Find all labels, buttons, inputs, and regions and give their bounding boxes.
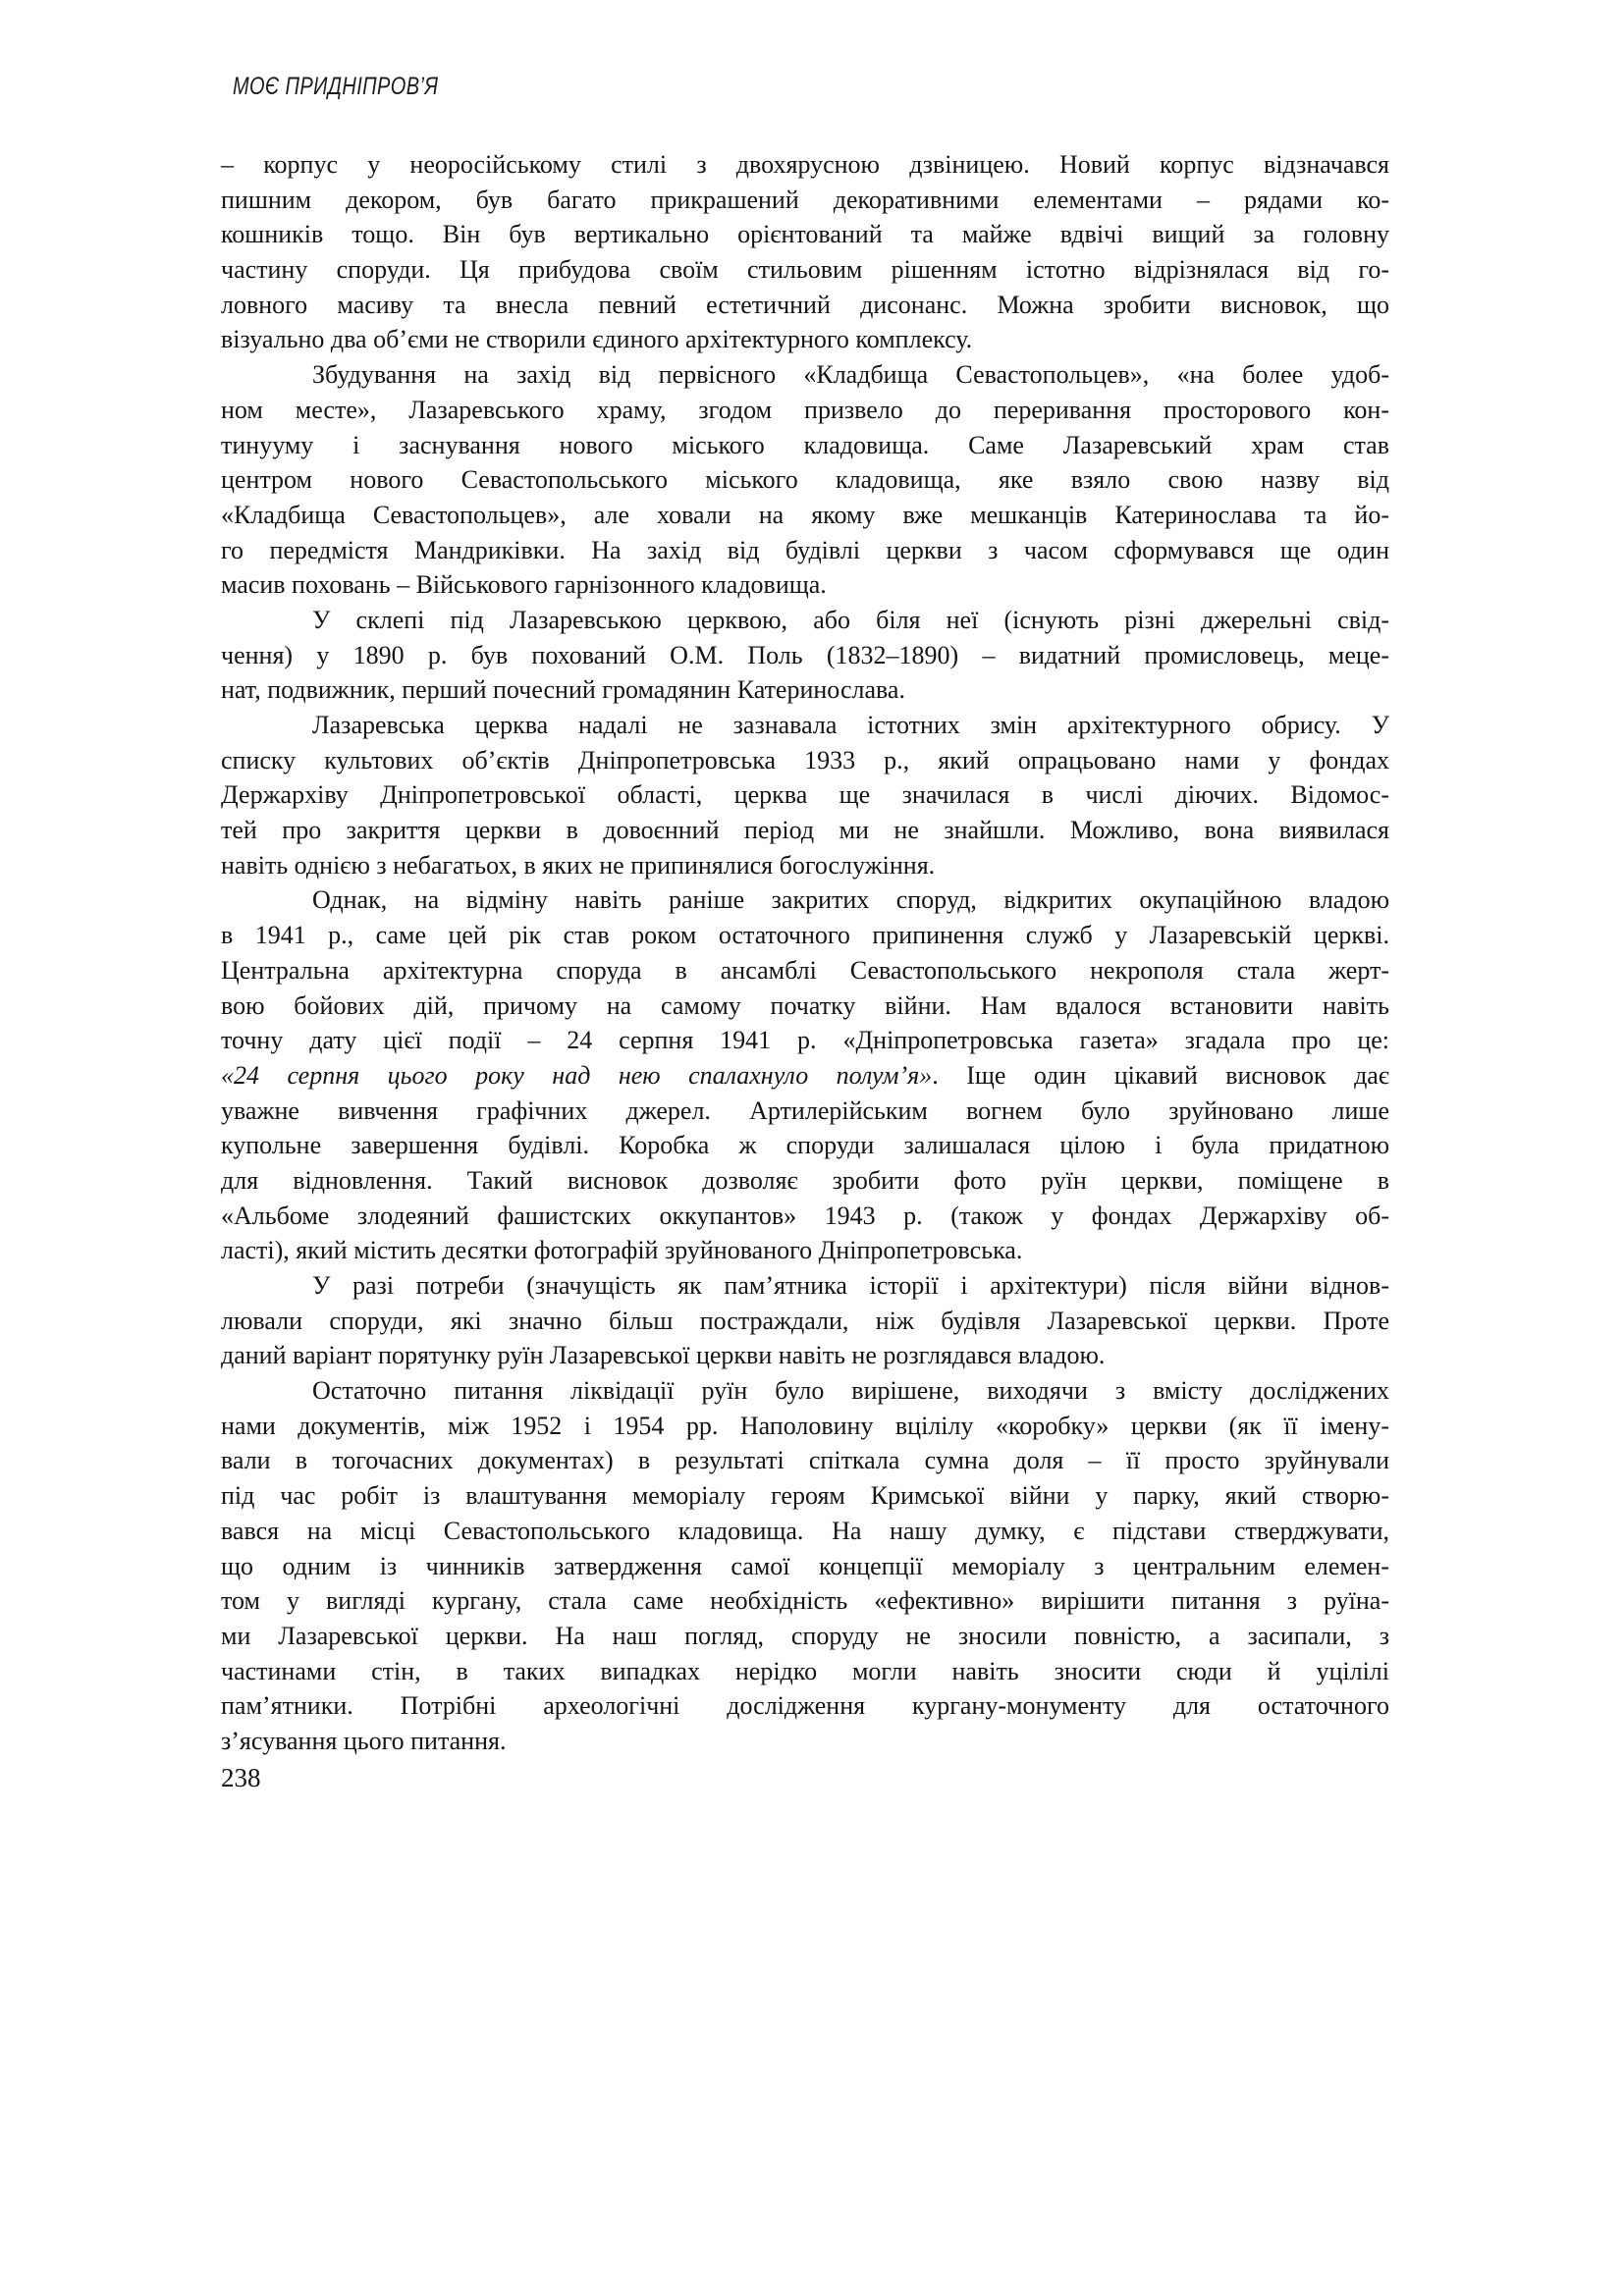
text-line	[221, 1023, 1389, 1058]
text-line	[221, 1058, 1389, 1094]
text-line	[221, 813, 1389, 848]
text-line	[221, 217, 1389, 252]
text-run: Держархіву Дніпропетровської області, церква ще значилася в числі діючих. Відомос-	[221, 780, 1389, 810]
text-run: «Кладбища Севастопольцев», але ховали на якому вже мешканців Катеринослава та йо-	[221, 500, 1389, 529]
text-line	[221, 288, 1389, 323]
text-line	[221, 428, 1389, 463]
text-run: Збудування на захід від первісного «Кладбища Севастопольцев», «на более удоб-	[312, 360, 1389, 390]
text-run: У склепі під Лазаревською церквою, або біля неї (існують різні джерельні свід-	[312, 605, 1389, 634]
text-run: Лазаревська церква надалі не зазнавала істотних змін архітектурного обрису. У	[312, 711, 1389, 739]
text-line	[221, 1128, 1389, 1163]
text-run: «Альбоме злодеяний фашистских оккупантов» 1943 р. (також у фондах Держархіву об-	[221, 1201, 1389, 1230]
text-line	[221, 708, 1389, 743]
text-run: го передмістя Мандриківки. На захід від будівлі церкви з часом сформувався ще один	[221, 535, 1389, 564]
text-line	[221, 533, 1389, 568]
text-run: ми Лазаревської церкви. На наш погляд, споруду не зносили повністю, а засипали, з	[221, 1621, 1389, 1650]
text-line	[221, 1268, 1389, 1304]
paragraph	[221, 1373, 1389, 1759]
text-line	[221, 638, 1389, 673]
paragraph	[221, 357, 1389, 603]
text-line	[221, 603, 1389, 638]
paragraph	[221, 708, 1389, 882]
text-line	[221, 988, 1389, 1024]
text-line	[221, 252, 1389, 288]
text-line	[221, 918, 1389, 953]
paragraph	[221, 882, 1389, 1268]
text-line	[221, 1094, 1389, 1129]
text-line	[221, 1478, 1389, 1514]
text-line	[221, 1549, 1389, 1584]
text-run: Однак, на відміну навіть раніше закритих споруд, відкритих окупаційною владою	[312, 885, 1389, 915]
text-run: вали в тогочасних документах) в результаті спіткала сумна доля – її просто зруйнували	[221, 1446, 1389, 1475]
text-run: під час робіт із влаштування меморіалу героям Кримської війни у парку, який створю-	[221, 1481, 1389, 1511]
text-line	[221, 848, 1389, 883]
text-line	[221, 1688, 1389, 1724]
text-line	[221, 743, 1389, 778]
text-run: навіть однією з небагатьох, в яких не припинялися богослужіння.	[221, 850, 936, 880]
text-run: точну дату цієї події – 24 серпня 1941 р. «Дніпропетровська газета» згадала про це:	[221, 1026, 1389, 1055]
paragraph	[221, 1268, 1389, 1373]
text-run: нами документів, між 1952 і 1954 рр. Наполовину вцілілу «коробку» церкви (як її імену-	[221, 1411, 1389, 1440]
text-run: тинууму і заснування нового міського кладовища. Саме Лазаревський храм став	[221, 430, 1389, 459]
text-run: У разі потреби (значущість як пам’ятника історії і архітектури) після війни віднов-	[312, 1271, 1389, 1300]
text-line	[221, 1409, 1389, 1444]
text-run: лювали споруди, які значно більш постраждали, ніж будівля Лазаревської церкви. Проте	[221, 1306, 1389, 1335]
text-run: в 1941 р., саме цей рік став роком остаточного припинення служб у Лазаревській церкві.	[221, 921, 1389, 950]
text-line	[221, 1338, 1389, 1373]
text-line	[221, 1514, 1389, 1549]
text-run: центром нового Севастопольського міського кладовища, яке взяло свою назву від	[221, 465, 1389, 495]
text-run: . Іще один цікавий висновок дає	[932, 1060, 1389, 1090]
text-line	[221, 1619, 1389, 1654]
running-header: МОЄ ПРИДНІПРОВ’Я	[233, 73, 439, 100]
text-run: ном месте», Лазаревського храму, згодом призвело до переривання просторового кон-	[221, 395, 1389, 424]
text-line	[221, 1304, 1389, 1339]
text-run: Центральна архітектурна споруда в ансамблі Севастопольського некрополя стала жерт-	[221, 955, 1389, 985]
text-run: з’ясування цього питання.	[221, 1726, 507, 1755]
text-run: нат, подвижник, перший почесний громадянин Катеринослава.	[221, 675, 905, 705]
text-run: частинами стін, в таких випадках нерідко могли навіть зносити сюди й уцілілі	[221, 1656, 1389, 1685]
text-run: ласті), який містить десятки фотографій зруйнованого Дніпропетровська.	[221, 1236, 1023, 1265]
text-run: списку культових об’єктів Дніпропетровська 1933 р., який опрацьовано нами у фондах	[221, 745, 1389, 774]
text-line	[221, 1373, 1389, 1409]
text-line	[221, 672, 1389, 708]
text-line	[221, 462, 1389, 498]
text-run: даний варіант порятунку руїн Лазаревської церкви навіть не розглядався владою.	[221, 1341, 1106, 1370]
text-line	[221, 1654, 1389, 1689]
text-run: масив поховань – Військового гарнізонного кладовища.	[221, 570, 827, 600]
page-number: 238	[221, 1763, 261, 1792]
text-run: купольне завершення будівлі. Коробка ж споруди залишалася цілою і була придатною	[221, 1131, 1389, 1160]
text-line	[221, 183, 1389, 218]
text-run: вався на місці Севастопольського кладовища. На нашу думку, є підстави стверджувати,	[221, 1516, 1389, 1545]
text-run: уважне вивчення графічних джерел. Артилерійським вогнем було зруйновано лише	[221, 1095, 1389, 1125]
text-block	[221, 147, 1389, 1759]
quote-italic-run: «24 серпня цього року над нею спалахнуло полум’я»	[221, 1060, 933, 1090]
text-run: ловного масиву та внесла певний естетичний дисонанс. Можна зробити висновок, що	[221, 290, 1389, 319]
text-run: чення) у 1890 р. був похований О.М. Поль (1832–1890) – видатний промисловець, меце-	[221, 640, 1389, 669]
text-line	[221, 1233, 1389, 1268]
text-line	[221, 882, 1389, 918]
text-run: пишним декором, був багато прикрашений декоративними елементами – рядами ко-	[221, 185, 1389, 214]
text-line	[221, 567, 1389, 603]
text-line	[221, 1443, 1389, 1478]
text-line	[221, 1583, 1389, 1619]
text-line	[221, 953, 1389, 988]
text-line	[221, 1724, 1389, 1759]
text-line	[221, 777, 1389, 813]
text-run: вою бойових дій, причому на самому початку війни. Нам вдалося встановити навіть	[221, 990, 1389, 1020]
text-line	[221, 1163, 1389, 1199]
text-line	[221, 1199, 1389, 1234]
text-run: Остаточно питання ліквідації руїн було вирішене, виходячи з вмісту досліджених	[312, 1376, 1389, 1406]
text-run: пам’ятники. Потрібні археологічні дослідження кургану-монументу для остаточного	[221, 1691, 1389, 1721]
text-line	[221, 147, 1389, 183]
text-run: – корпус у неоросійському стилі з двохярусною дзвіницею. Новий корпус відзначався	[221, 150, 1389, 179]
text-run: том у вигляді кургану, стала саме необхідність «ефективно» вирішити питання з руїна-	[221, 1586, 1389, 1616]
text-run: кошників тощо. Він був вертикально орієнтований та майже вдвічі вищий за головну	[221, 220, 1389, 249]
paragraph	[221, 147, 1389, 357]
text-run: частину споруди. Ця прибудова своїм стильовим рішенням істотно відрізнялася від го-	[221, 255, 1389, 285]
text-run: візуально два об’єми не створили єдиного архітектурного комплексу.	[221, 325, 973, 354]
text-run: для відновлення. Такий висновок дозволяє зробити фото руїн церкви, поміщене в	[221, 1165, 1389, 1195]
paragraph	[221, 603, 1389, 708]
text-line	[221, 393, 1389, 428]
text-line	[221, 322, 1389, 357]
text-line	[221, 357, 1389, 393]
text-run: тей про закриття церкви в довоєнний період ми не знайшли. Можливо, вона виявилася	[221, 816, 1389, 845]
text-line	[221, 498, 1389, 533]
text-run: що одним із чинників затвердження самої концепції меморіалу з центральним елемен-	[221, 1551, 1389, 1580]
